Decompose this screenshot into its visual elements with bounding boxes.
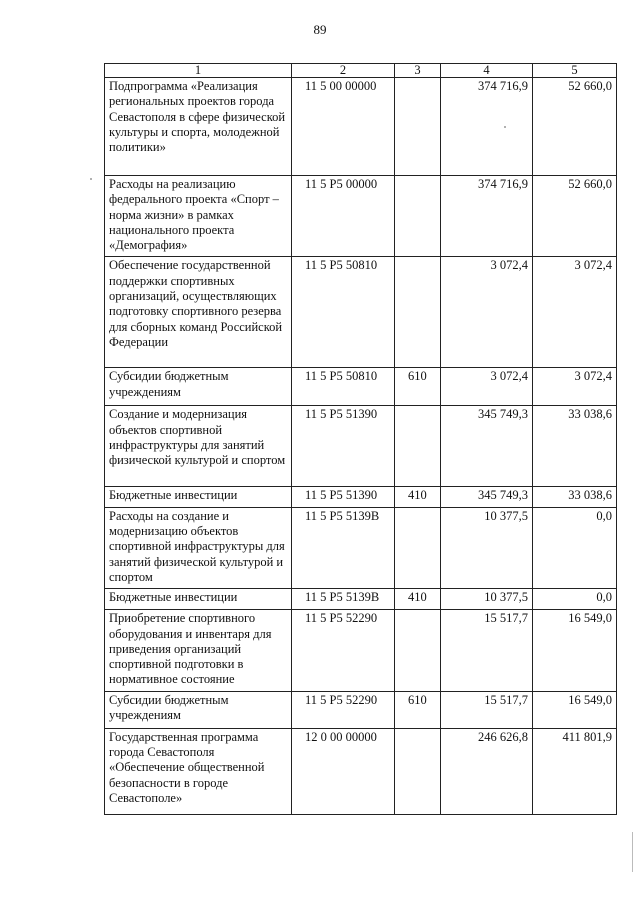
row-value-a: 10 377,5 — [441, 507, 533, 588]
row-code: 12 0 00 00000 — [292, 728, 395, 814]
row-code: 11 5 P5 51390 — [292, 406, 395, 487]
row-name: Приобретение спортивного оборудования и инвентаря для приведения организаций спортивной подготовки в нормативное состояние — [105, 610, 292, 691]
row-name: Обеспечение государственной поддержки спортивных организаций, осуществляющих подготовку спортивного резерва для сборных команд Российской Федерации — [105, 257, 292, 368]
row-value-a: 246 626,8 — [441, 728, 533, 814]
row-type: 410 — [395, 487, 441, 507]
row-name: Субсидии бюджетным учреждениям — [105, 691, 292, 728]
row-name: Расходы на реализацию федерального проекта «Спорт – норма жизни» в рамках национального проекта «Демография» — [105, 176, 292, 257]
row-value-a: 10 377,5 — [441, 589, 533, 610]
row-value-a: 345 749,3 — [441, 487, 533, 507]
table-row — [105, 691, 617, 728]
page-number: 89 — [313, 22, 327, 37]
scan-speck — [90, 178, 92, 180]
row-value-b: 0,0 — [533, 507, 617, 588]
budget-table — [104, 63, 617, 815]
table-row — [105, 257, 617, 368]
row-code: 11 5 P5 50810 — [292, 257, 395, 368]
table-row — [105, 487, 617, 507]
row-value-b: 16 549,0 — [533, 691, 617, 728]
row-code: 11 5 P5 00000 — [292, 176, 395, 257]
row-value-b: 52 660,0 — [533, 176, 617, 257]
row-value-b: 411 801,9 — [533, 728, 617, 814]
table-row — [105, 589, 617, 610]
scan-speck — [504, 126, 506, 128]
row-value-b: 52 660,0 — [533, 78, 617, 176]
table-row — [105, 78, 617, 176]
row-type: 610 — [395, 368, 441, 406]
row-name: Подпрограмма «Реализация региональных проектов города Севастополя в сфере физической культуры и спорта, молодежной политики» — [105, 78, 292, 176]
row-type — [395, 610, 441, 691]
row-value-a: 374 716,9 — [441, 78, 533, 176]
row-code: 11 5 00 00000 — [292, 78, 395, 176]
row-value-b: 33 038,6 — [533, 406, 617, 487]
row-value-b: 0,0 — [533, 589, 617, 610]
table-row — [105, 728, 617, 814]
row-code: 11 5 P5 51390 — [292, 487, 395, 507]
row-code: 11 5 P5 5139B — [292, 589, 395, 610]
row-name: Государственная программа города Севастополя «Обеспечение общественной безопасности в городе Севастополе» — [105, 728, 292, 814]
column-header: 2 — [292, 64, 395, 78]
row-type — [395, 406, 441, 487]
table-row — [105, 176, 617, 257]
row-name: Создание и модернизация объектов спортивной инфраструктуры для занятий физической культурой и спортом — [105, 406, 292, 487]
row-type — [395, 78, 441, 176]
row-code: 11 5 P5 52290 — [292, 691, 395, 728]
table-row — [105, 406, 617, 487]
row-value-b: 16 549,0 — [533, 610, 617, 691]
row-type — [395, 507, 441, 588]
row-type — [395, 176, 441, 257]
column-header: 1 — [105, 64, 292, 78]
row-value-b: 33 038,6 — [533, 487, 617, 507]
row-type — [395, 257, 441, 368]
row-name: Расходы на создание и модернизацию объектов спортивной инфраструктуры для занятий физической культурой и спортом — [105, 507, 292, 588]
table-row — [105, 610, 617, 691]
row-value-a: 15 517,7 — [441, 691, 533, 728]
table-row — [105, 507, 617, 588]
row-value-a: 3 072,4 — [441, 368, 533, 406]
column-header: 3 — [395, 64, 441, 78]
table-header-row — [105, 64, 617, 78]
row-type: 410 — [395, 589, 441, 610]
column-header: 4 — [441, 64, 533, 78]
row-code: 11 5 P5 50810 — [292, 368, 395, 406]
budget-table-container — [104, 63, 616, 815]
row-value-a: 3 072,4 — [441, 257, 533, 368]
column-header: 5 — [533, 64, 617, 78]
row-value-a: 15 517,7 — [441, 610, 533, 691]
scan-edge-mark — [632, 832, 633, 872]
row-value-a: 374 716,9 — [441, 176, 533, 257]
row-code: 11 5 P5 5139B — [292, 507, 395, 588]
row-value-b: 3 072,4 — [533, 257, 617, 368]
table-row — [105, 368, 617, 406]
row-type: 610 — [395, 691, 441, 728]
row-name: Субсидии бюджетным учреждениям — [105, 368, 292, 406]
row-value-b: 3 072,4 — [533, 368, 617, 406]
row-code: 11 5 P5 52290 — [292, 610, 395, 691]
row-type — [395, 728, 441, 814]
row-name: Бюджетные инвестиции — [105, 589, 292, 610]
row-name: Бюджетные инвестиции — [105, 487, 292, 507]
row-value-a: 345 749,3 — [441, 406, 533, 487]
